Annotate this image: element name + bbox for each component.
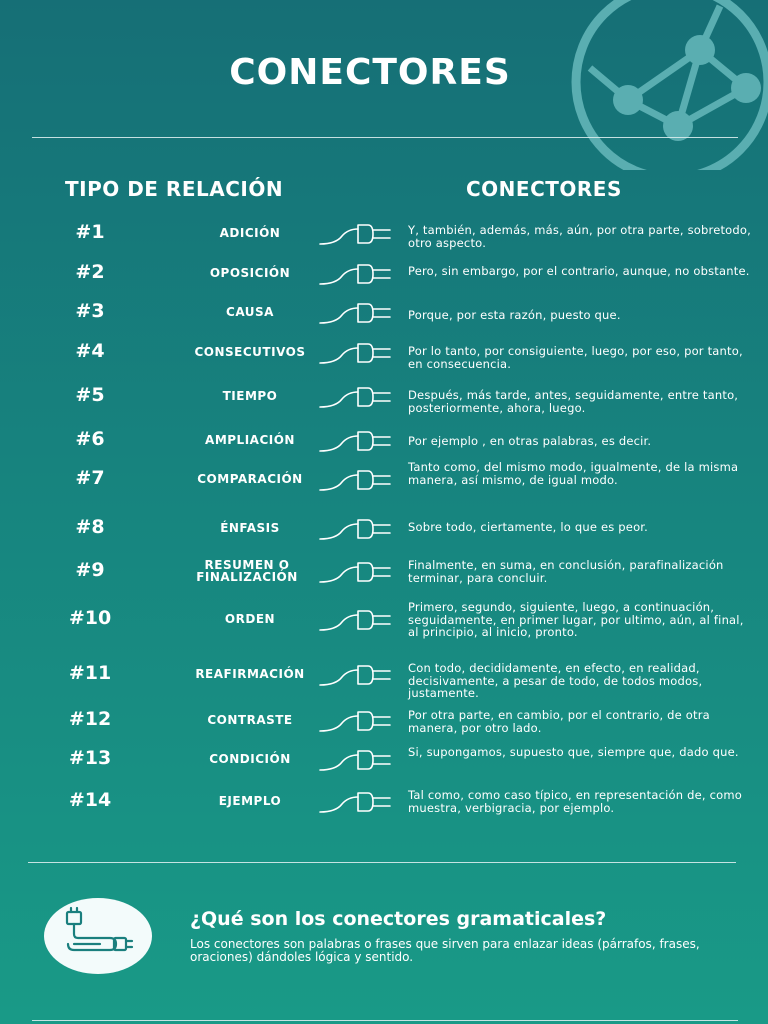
row-number: #12	[68, 708, 112, 730]
relation-type: REAFIRMACIÓN	[195, 667, 305, 681]
relation-type: ÉNFASIS	[220, 521, 280, 535]
plug-icon	[318, 428, 392, 454]
plug-icon	[318, 300, 392, 326]
connectors-list: Si, supongamos, supuesto que, siempre que, dado que.	[408, 745, 739, 759]
relation-type: CONTRASTE	[207, 713, 293, 727]
row-number: #11	[68, 662, 112, 684]
connectors-list: Por otra parte, en cambio, por el contrario, de otra manera, por otro lado.	[408, 708, 710, 735]
plug-icon	[318, 789, 392, 815]
connectors-list: Primero, segundo, siguiente, luego, a continuación, seguidamente, en primer lugar, por ultimo, aún, al final, al principio, al inicio, pronto.	[408, 600, 744, 639]
relation-type: CONDICIÓN	[209, 752, 291, 766]
row-number: #9	[75, 559, 105, 581]
row-number: #5	[75, 384, 105, 406]
plug-icon	[318, 516, 392, 542]
connectors-list: Tanto como, del mismo modo, igualmente, de la misma manera, así mismo, de igual modo.	[408, 460, 739, 487]
plug-icon	[318, 384, 392, 410]
row-number: #13	[68, 747, 112, 769]
plug-icon	[318, 747, 392, 773]
plug-icon	[318, 340, 392, 366]
plug-icon	[318, 662, 392, 688]
connectors-list: Después, más tarde, antes, seguidamente, entre tanto, posteriormente, ahora, luego.	[408, 388, 739, 415]
connectors-list: Con todo, decididamente, en efecto, en realidad, decisivamente, a pesar de todo, de todos modos, justamente.	[408, 661, 703, 700]
connectors-list: Y, también, además, más, aún, por otra parte, sobretodo, otro aspecto.	[408, 223, 752, 250]
row-number: #7	[75, 467, 105, 489]
relation-type: COMPARACIÓN	[197, 472, 303, 486]
row-number: #10	[68, 607, 112, 629]
connectors-list: Por lo tanto, por consiguiente, luego, por eso, por tanto, en consecuencia.	[408, 344, 743, 371]
plug-icon	[318, 467, 392, 493]
row-number: #1	[75, 221, 105, 243]
bottom-divider	[32, 1020, 738, 1021]
page-title: CONECTORES	[229, 52, 511, 93]
plug-icon	[318, 221, 392, 247]
row-number: #2	[75, 261, 105, 283]
row-number: #4	[75, 340, 105, 362]
connectors-list: Por ejemplo , en otras palabras, es decir.	[408, 434, 652, 448]
row-number: #8	[75, 516, 105, 538]
connectors-list: Sobre todo, ciertamente, lo que es peor.	[408, 520, 649, 534]
relation-type: CAUSA	[226, 305, 274, 319]
title-divider	[32, 137, 738, 138]
column-header-type: TIPO DE RELACIÓN	[65, 177, 284, 201]
cable-badge	[44, 898, 152, 974]
footer-divider	[28, 862, 736, 863]
row-number: #6	[75, 428, 105, 450]
row-number: #3	[75, 300, 105, 322]
connectors-list: Porque, por esta razón, puesto que.	[408, 308, 621, 322]
connectors-list: Finalmente, en suma, en conclusión, parafinalización terminar, para concluir.	[408, 558, 724, 585]
relation-type: RESUMEN O FINALIZACIÓN	[196, 558, 298, 584]
footer-question: ¿Qué son los conectores gramaticales?	[190, 908, 607, 930]
plug-icon	[318, 708, 392, 734]
plug-icon	[318, 559, 392, 585]
connectors-list: Tal como, como caso típico, en representación de, como muestra, verbigracia, por ejemplo.	[408, 788, 743, 815]
row-number: #14	[68, 789, 112, 811]
connectors-list: Pero, sin embargo, por el contrario, aunque, no obstante.	[408, 264, 750, 278]
cable-icon	[44, 898, 152, 974]
column-header-connectors: CONECTORES	[466, 177, 622, 201]
plug-icon	[318, 261, 392, 287]
relation-type: CONSECUTIVOS	[194, 345, 306, 359]
plug-icon	[318, 607, 392, 633]
relation-type: ADICIÓN	[219, 226, 281, 240]
relation-type: TIEMPO	[222, 389, 278, 403]
footer-answer: Los conectores son palabras o frases que sirven para enlazar ideas (párrafos, frases, oraciones) dándoles lógica y sentido.	[190, 937, 700, 964]
relation-type: AMPLIACIÓN	[205, 433, 295, 447]
relation-type: ORDEN	[224, 612, 276, 626]
relation-type: OPOSICIÓN	[209, 266, 291, 280]
relation-type: EJEMPLO	[218, 794, 282, 808]
